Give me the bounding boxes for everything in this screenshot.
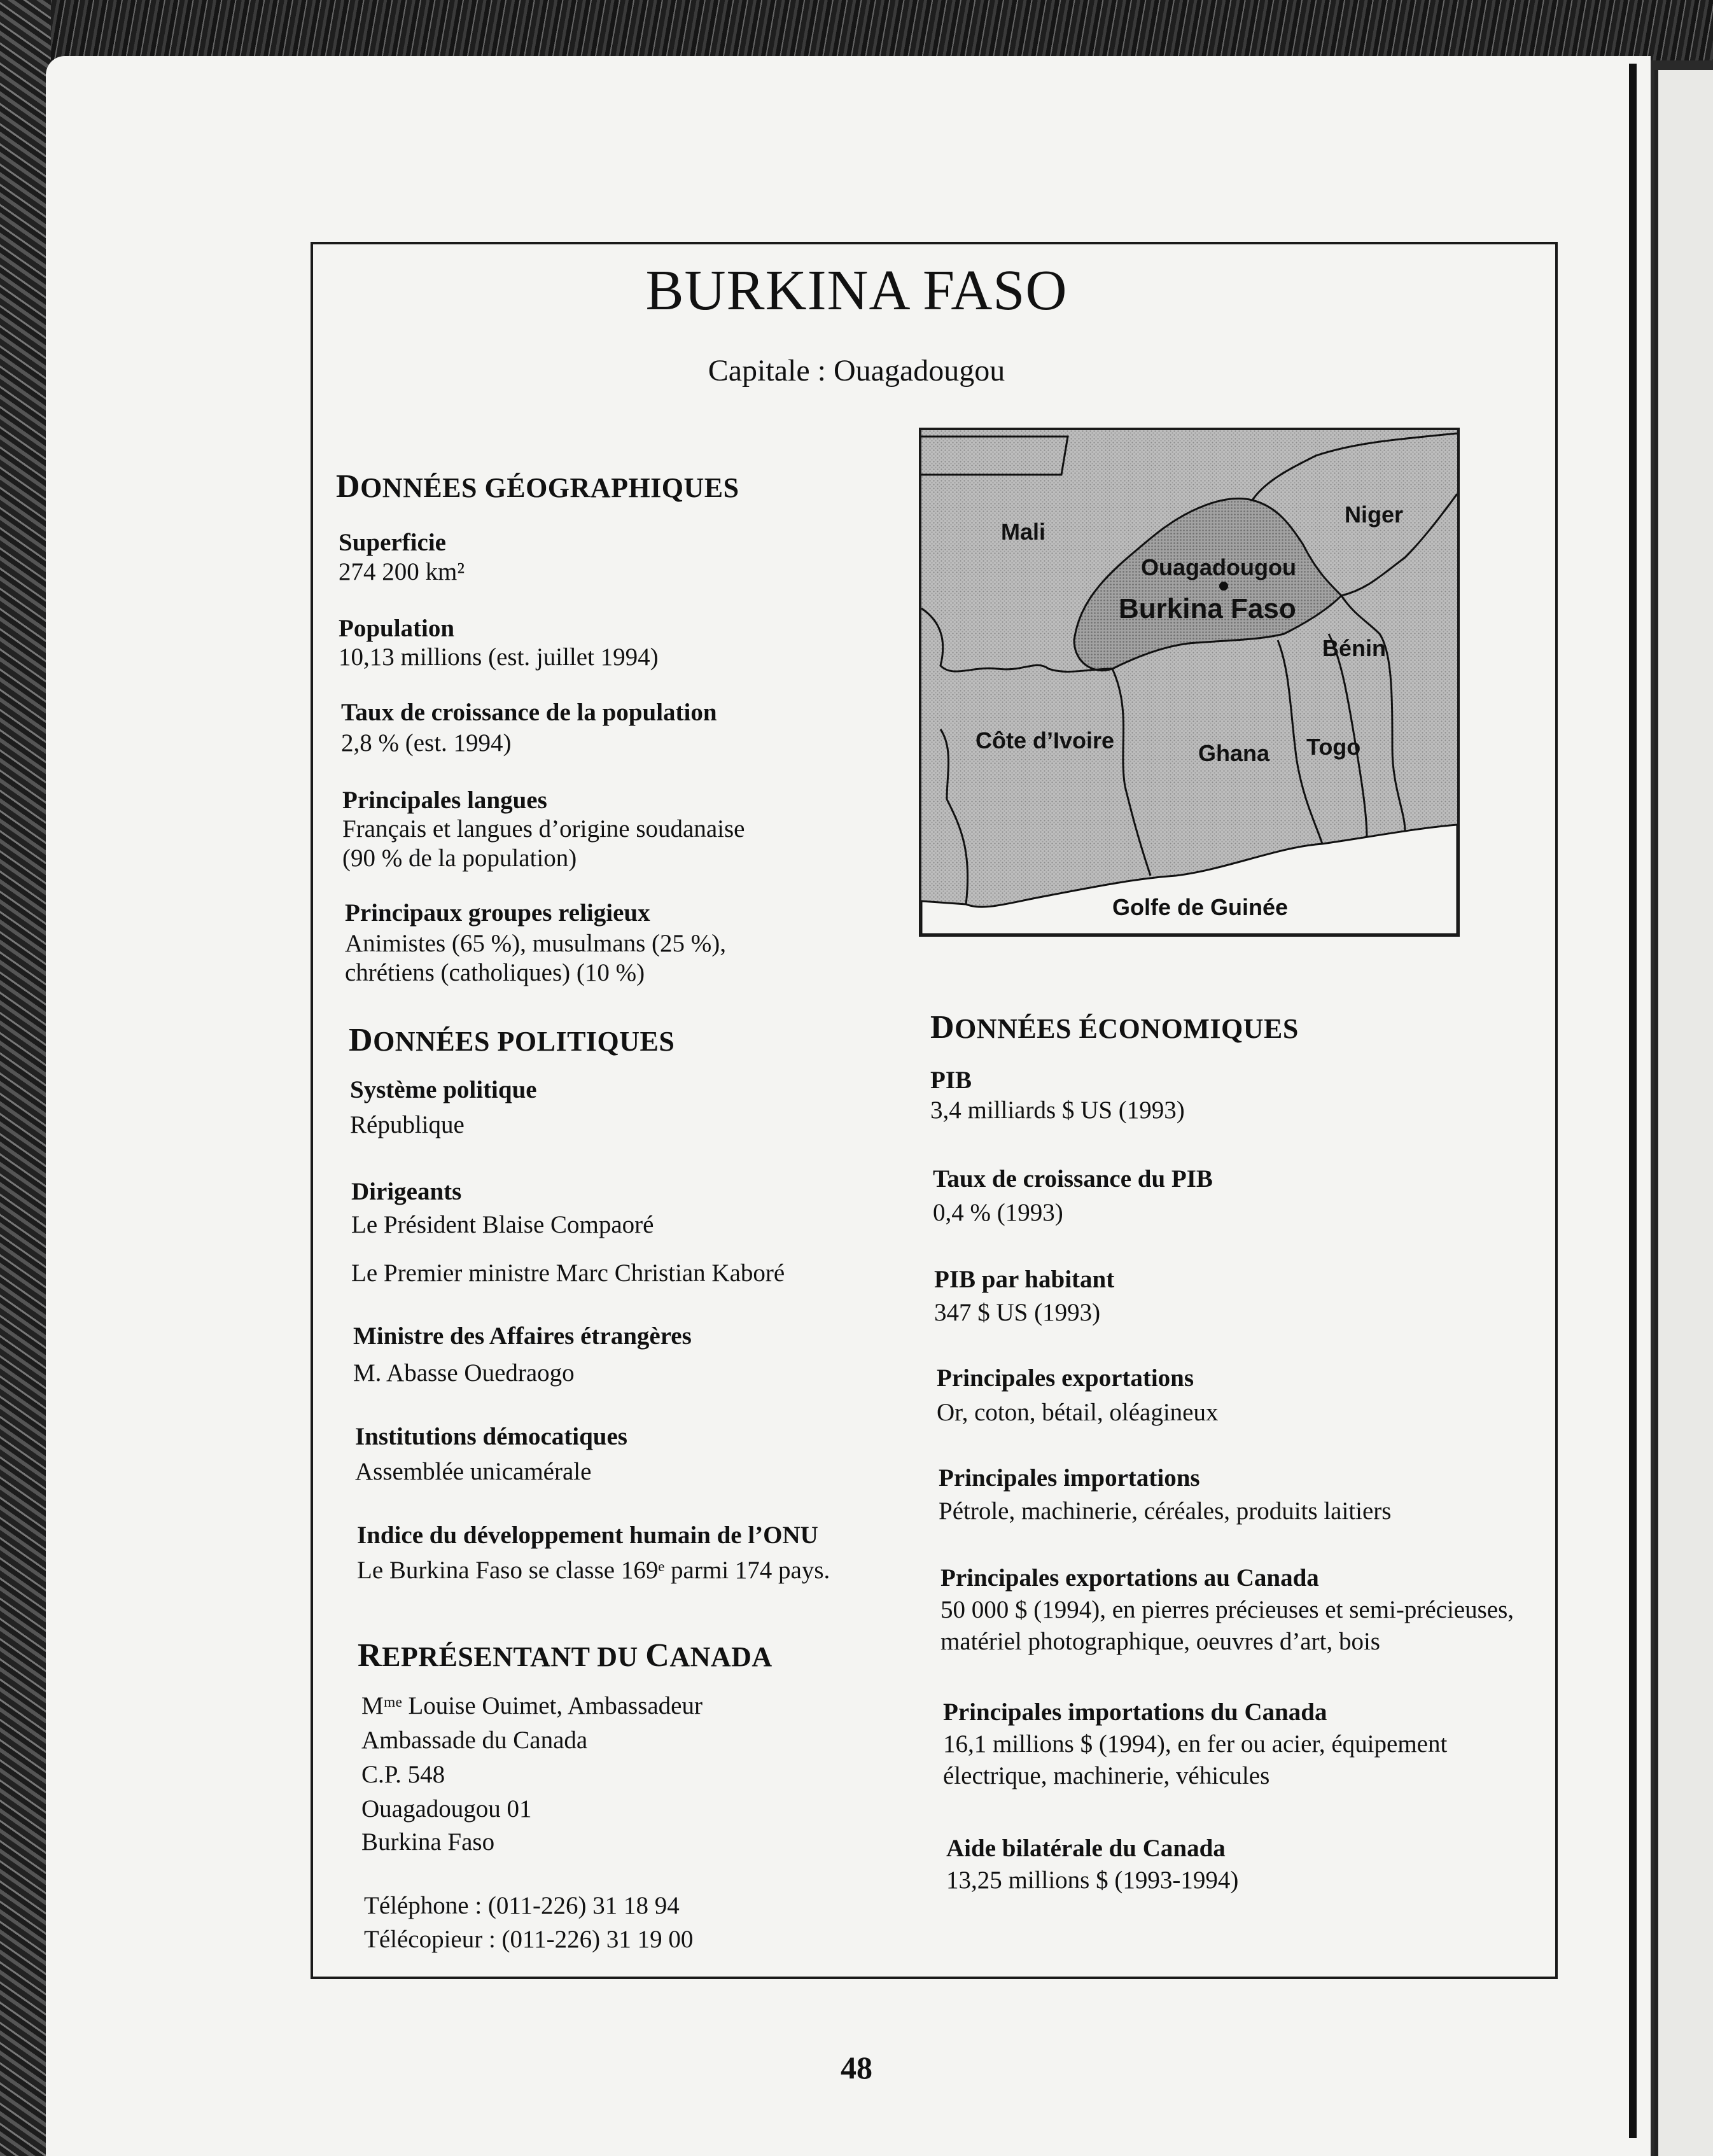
capital-subtitle: Capitale : Ouagadougou: [708, 354, 1005, 388]
map-label-ghana: Ghana: [1198, 740, 1270, 766]
map-label-togo: Togo: [1306, 734, 1361, 760]
eco-value-croissance: 0,4 % (1993): [933, 1199, 1063, 1226]
section-rep-heading: REPRÉSENTANT DU CANADA: [358, 1637, 773, 1674]
map-label-cote-ivoire: Côte d’Ivoire: [975, 727, 1115, 753]
eco-label-export-canada: Principales exportations au Canada: [940, 1564, 1319, 1592]
pol-label-institutions: Institutions démocatiques: [355, 1423, 627, 1450]
eco-value-importations: Pétrole, machinerie, céréales, produits laitiers: [939, 1497, 1392, 1525]
pol-value-premier-ministre: Le Premier ministre Marc Christian Kaboré: [351, 1259, 785, 1287]
pol-value-ministre: M. Abasse Ouedraogo: [353, 1359, 575, 1387]
page-title: BURKINA FASO: [645, 259, 1068, 322]
pol-label-dirigeants: Dirigeants: [351, 1178, 462, 1205]
eco-label-importations: Principales importations: [939, 1464, 1200, 1492]
pol-label-ministre: Ministre des Affaires étrangères: [353, 1322, 692, 1350]
geo-label-superficie: Superficie: [339, 529, 446, 556]
burkina-map: [919, 428, 1460, 937]
geo-value-superficie: 274 200 km²: [339, 558, 465, 585]
pol-value-idh: Le Burkina Faso se classe 169ᵉ parmi 174 pays.: [357, 1557, 830, 1584]
geo-value-langues-1: Français et langues d’origine soudanaise: [342, 815, 745, 843]
eco-label-exportations: Principales exportations: [937, 1364, 1194, 1392]
rep-address-line-1: Mᵐᵉ Louise Ouimet, Ambassadeur: [361, 1692, 703, 1719]
section-eco-heading: DONNÉES ÉCONOMIQUES: [930, 1009, 1299, 1046]
scan-border-top: [0, 0, 1713, 60]
pol-value-president: Le Président Blaise Compaoré: [351, 1211, 654, 1238]
map-label-mali: Mali: [1001, 519, 1046, 545]
map-label-benin: Bénin: [1322, 635, 1387, 661]
geo-value-langues-2: (90 % de la population): [342, 844, 577, 872]
eco-value-pib: 3,4 milliards $ US (1993): [930, 1096, 1185, 1124]
map-label-capital: Ouagadougou: [1141, 554, 1296, 580]
map-label-gulf: Golfe de Guinée: [1112, 894, 1289, 920]
eco-value-export-canada-2: matériel photographique, oeuvres d’art, bois: [940, 1628, 1380, 1655]
rep-address-line-3: C.P. 548: [361, 1761, 445, 1788]
geo-label-religion: Principaux groupes religieux: [345, 899, 650, 927]
geo-value-croissance: 2,8 % (est. 1994): [341, 729, 512, 757]
rep-fax: Télécopieur : (011-226) 31 19 00: [364, 1926, 694, 1953]
eco-label-aide: Aide bilatérale du Canada: [946, 1835, 1226, 1862]
geo-label-langues: Principales langues: [342, 787, 547, 814]
capital-dot: [1219, 582, 1228, 591]
map-graphic: [921, 430, 1457, 934]
section-pol-heading: DONNÉES POLITIQUES: [349, 1022, 675, 1058]
geo-value-religion-2: chrétiens (catholiques) (10 %): [345, 959, 645, 986]
geo-value-population: 10,13 millions (est. juillet 1994): [339, 643, 659, 671]
pol-value-systeme: République: [350, 1111, 465, 1138]
eco-value-aide: 13,25 millions $ (1993-1994): [946, 1866, 1239, 1894]
eco-value-exportations: Or, coton, bétail, oléagineux: [937, 1399, 1219, 1426]
map-label-niger: Niger: [1345, 501, 1404, 528]
eco-value-import-canada-1: 16,1 millions $ (1994), en fer ou acier, équipement: [943, 1730, 1448, 1758]
eco-label-pib-habitant: PIB par habitant: [934, 1266, 1115, 1293]
eco-label-import-canada: Principales importations du Canada: [943, 1698, 1327, 1726]
pol-value-institutions: Assemblée unicamérale: [355, 1458, 592, 1485]
page-number: 48: [841, 2050, 872, 2085]
rep-address-line-2: Ambassade du Canada: [361, 1726, 588, 1754]
geo-label-croissance: Taux de croissance de la population: [341, 699, 717, 726]
geo-label-population: Population: [339, 615, 455, 642]
rep-address-line-5: Burkina Faso: [361, 1828, 495, 1856]
eco-label-croissance: Taux de croissance du PIB: [933, 1165, 1213, 1193]
eco-value-import-canada-2: électrique, machinerie, véhicules: [943, 1762, 1270, 1789]
rep-phone: Téléphone : (011-226) 31 18 94: [364, 1892, 680, 1919]
pol-label-systeme: Système politique: [350, 1076, 537, 1103]
section-geo-heading: DONNÉES GÉOGRAPHIQUES: [336, 468, 739, 505]
eco-value-pib-habitant: 347 $ US (1993): [934, 1299, 1101, 1326]
eco-value-export-canada-1: 50 000 $ (1994), en pierres précieuses et semi-précieuses,: [940, 1596, 1514, 1623]
rep-address-line-4: Ouagadougou 01: [361, 1795, 532, 1823]
pol-label-idh: Indice du développement humain de l’ONU: [357, 1522, 818, 1549]
eco-label-pib: PIB: [930, 1067, 972, 1094]
geo-value-religion-1: Animistes (65 %), musulmans (25 %),: [345, 930, 727, 957]
map-label-burkina: Burkina Faso: [1119, 593, 1296, 624]
scan-border-left: [0, 0, 51, 2156]
